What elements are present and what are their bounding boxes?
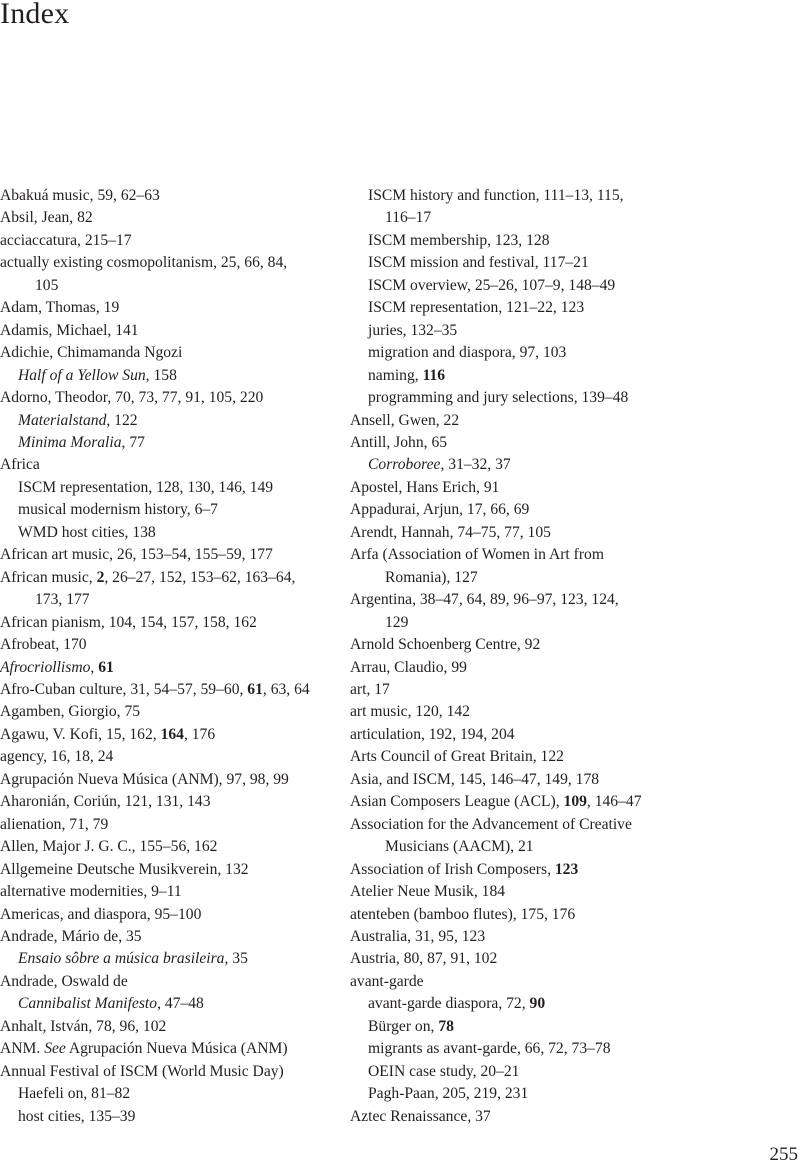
index-text: Antill, John, 65 (350, 433, 448, 451)
index-entry (0, 320, 380, 342)
index-title-italic: Minima Moralia (18, 433, 122, 451)
index-entry (0, 612, 380, 634)
index-entry (0, 230, 380, 252)
index-text: acciaccatura, 215–17 (0, 231, 132, 249)
index-entry (350, 679, 730, 701)
index-text: , 47–48 (157, 995, 204, 1013)
page-number: 255 (769, 1144, 798, 1165)
index-text: , (90, 658, 99, 676)
index-entry (0, 297, 380, 319)
index-text: host cities, 135–39 (18, 1107, 136, 1125)
index-entry (0, 477, 380, 499)
index-entry (350, 701, 730, 723)
index-text: , 26–27, 152, 153–62, 163–64, (104, 568, 296, 586)
index-text: Appadurai, Arjun, 17, 66, 69 (350, 501, 530, 519)
index-entry (0, 926, 380, 948)
index-text: Arnold Schoenberg Centre, 92 (350, 636, 541, 654)
index-entry (350, 724, 730, 746)
index-text: avant-garde diaspora, 72, (368, 995, 530, 1013)
index-entry (0, 701, 380, 723)
index-text: Australia, 31, 95, 123 (350, 927, 486, 945)
index-entry (0, 454, 380, 476)
index-entry (0, 769, 380, 791)
index-entry (350, 320, 730, 342)
index-title-italic: Half of a Yellow Sun (18, 366, 146, 384)
index-title-italic: Ensaio sôbre a música brasileira (18, 950, 225, 968)
index-entry (0, 387, 380, 409)
index-text: ISCM overview, 25–26, 107–9, 148–49 (368, 276, 616, 294)
index-entry (0, 836, 380, 858)
index-text: Arendt, Hannah, 74–75, 77, 105 (350, 523, 551, 541)
index-text: , 176 (183, 725, 216, 743)
index-entry (350, 836, 730, 858)
index-entry (350, 769, 730, 791)
index-text: Anhalt, István, 78, 96, 102 (0, 1017, 167, 1035)
index-text: 105 (35, 276, 59, 294)
index-text: agency, 16, 18, 24 (0, 748, 114, 766)
index-entry (350, 185, 730, 207)
index-text: juries, 132–35 (368, 321, 458, 339)
index-page-ref-bold: 116 (422, 366, 446, 384)
index-text: African pianism, 104, 154, 157, 158, 162 (0, 613, 257, 631)
index-text: Absil, Jean, 82 (0, 209, 93, 227)
index-text: ISCM mission and festival, 117–21 (368, 254, 589, 272)
index-entry (350, 477, 730, 499)
index-text: atenteben (bamboo flutes), 175, 176 (350, 905, 576, 923)
index-entry (0, 1038, 380, 1060)
index-text: programming and jury selections, 139–48 (368, 389, 629, 407)
index-entry (0, 342, 380, 364)
index-text: Andrade, Mário de, 35 (0, 927, 142, 945)
index-text: art, 17 (350, 680, 390, 698)
index-text: Adam, Thomas, 19 (0, 299, 120, 317)
index-entry (0, 185, 380, 207)
index-text: Adichie, Chimamanda Ngozi (0, 344, 183, 362)
index-entry (0, 993, 380, 1015)
index-page-ref-bold: 109 (563, 793, 587, 811)
index-entry (350, 1106, 730, 1128)
index-text: art music, 120, 142 (350, 703, 470, 721)
index-entry (350, 432, 730, 454)
index-text: Agawu, V. Kofi, 15, 162, (0, 725, 161, 743)
index-entry (350, 387, 730, 409)
index-text: Aztec Renaissance, 37 (350, 1107, 491, 1125)
index-entry (350, 365, 730, 387)
index-entry (0, 814, 380, 836)
index-entry (0, 1083, 380, 1105)
index-entry (350, 948, 730, 970)
index-entry (0, 859, 380, 881)
index-text: Haefeli on, 81–82 (18, 1085, 131, 1103)
index-page-ref-bold: 90 (529, 995, 546, 1013)
index-text: Aharonián, Coriún, 121, 131, 143 (0, 793, 211, 811)
index-text: Andrade, Oswald de (0, 972, 128, 990)
index-title-italic: Materialstand (18, 411, 107, 429)
index-text: Africa (0, 456, 40, 474)
index-entry (350, 993, 730, 1015)
index-text: , 122 (106, 411, 138, 429)
index-entry (0, 679, 380, 701)
index-text: , 35 (224, 950, 248, 968)
index-entry (350, 971, 730, 993)
index-text: , 158 (145, 366, 177, 384)
index-entry (0, 275, 380, 297)
index-text: Arts Council of Great Britain, 122 (350, 748, 564, 766)
index-entry (350, 657, 730, 679)
index-text: Adorno, Theodor, 70, 73, 77, 91, 105, 220 (0, 389, 264, 407)
index-page-ref-bold: 2 (96, 568, 105, 586)
index-text: Agrupación Nueva Música (ANM), 97, 98, 99 (0, 770, 289, 788)
index-text: Adamis, Michael, 141 (0, 321, 139, 339)
index-entry (350, 612, 730, 634)
index-entry (0, 724, 380, 746)
index-entry (350, 567, 730, 589)
index-entry (0, 410, 380, 432)
index-entry (350, 589, 730, 611)
index-entry (350, 544, 730, 566)
index-title-italic: Corroboree (368, 456, 441, 474)
index-text: Allgemeine Deutsche Musikverein, 132 (0, 860, 249, 878)
index-entry (0, 881, 380, 903)
index-entry (350, 634, 730, 656)
index-text: ANM. (0, 1040, 45, 1058)
index-page-ref-bold: 123 (554, 860, 579, 878)
index-entry (350, 881, 730, 903)
index-text: ISCM representation, 128, 130, 146, 149 (18, 478, 274, 496)
index-entry (350, 297, 730, 319)
index-text: musical modernism history, 6–7 (18, 501, 218, 519)
index-page-ref-bold: 61 (247, 680, 263, 698)
page-title: Index (0, 0, 70, 30)
index-entry (0, 252, 380, 274)
index-entry (0, 971, 380, 993)
index-entry (350, 207, 730, 229)
index-entry (350, 1016, 730, 1038)
index-text: Arrau, Claudio, 99 (350, 658, 467, 676)
index-text: OEIN case study, 20–21 (368, 1062, 520, 1080)
index-text: Asia, and ISCM, 145, 146–47, 149, 178 (350, 770, 600, 788)
index-text: Romania), 127 (385, 568, 478, 586)
index-entry (0, 1016, 380, 1038)
index-text: articulation, 192, 194, 204 (350, 725, 515, 743)
index-text: ISCM representation, 121–22, 123 (368, 299, 585, 317)
index-entry (350, 1061, 730, 1083)
index-title-italic: Afrocriollismo (0, 658, 91, 676)
index-text: ISCM history and function, 111–13, 115, (368, 187, 624, 204)
index-entry (350, 904, 730, 926)
index-text: actually existing cosmopolitanism, 25, 66, 84, (0, 254, 288, 272)
index-text: Ansell, Gwen, 22 (350, 411, 460, 429)
index-entry (0, 791, 380, 813)
index-entry (350, 814, 730, 836)
index-page-ref-bold: 78 (438, 1017, 454, 1035)
index-column-left (0, 185, 380, 1128)
index-entry (0, 904, 380, 926)
index-entry (0, 948, 380, 970)
index-entry (0, 746, 380, 768)
index-text: Annual Festival of ISCM (World Music Day) (0, 1062, 284, 1080)
index-text: , 31–32, 37 (440, 456, 511, 474)
index-page-ref-bold: 164 (160, 725, 184, 743)
index-entry (350, 454, 730, 476)
index-text: Afrobeat, 170 (0, 636, 87, 654)
index-entry (0, 634, 380, 656)
index-entry (350, 230, 730, 252)
index-entry (0, 1061, 380, 1083)
index-text: ISCM membership, 123, 128 (368, 231, 550, 249)
index-entry (0, 544, 380, 566)
index-entry (350, 791, 730, 813)
index-text: Arfa (Association of Women in Art from (350, 546, 604, 564)
index-text: Bürger on, (368, 1017, 439, 1035)
index-text: Association of Irish Composers, (350, 860, 555, 878)
index-text: Asian Composers League (ACL), (350, 793, 564, 811)
index-entry (0, 522, 380, 544)
index-title-italic: Cannibalist Manifesto (18, 995, 158, 1013)
index-text: migration and diaspora, 97, 103 (368, 344, 567, 362)
index-entry (0, 499, 380, 521)
index-text: migrants as avant-garde, 66, 72, 73–78 (368, 1040, 611, 1058)
index-text: Americas, and diaspora, 95–100 (0, 905, 202, 923)
index-entry (350, 1038, 730, 1060)
index-entry (0, 207, 380, 229)
index-text: Atelier Neue Musik, 184 (350, 883, 506, 901)
index-text: 173, 177 (35, 591, 90, 609)
index-text: Afro-Cuban culture, 31, 54–57, 59–60, (0, 680, 248, 698)
index-entry (350, 342, 730, 364)
index-text: Apostel, Hans Erich, 91 (350, 478, 500, 496)
index-text: Austria, 80, 87, 91, 102 (350, 950, 498, 968)
index-entry (0, 432, 380, 454)
index-text: WMD host cities, 138 (18, 523, 156, 541)
index-text: African music, (0, 568, 97, 586)
index-text: Pagh-Paan, 205, 219, 231 (368, 1085, 529, 1103)
index-entry (0, 365, 380, 387)
index-text: , 63, 64 (262, 680, 310, 698)
index-page-ref-bold: 61 (98, 658, 114, 676)
index-entry (350, 746, 730, 768)
index-entry (350, 1083, 730, 1105)
index-entry (350, 410, 730, 432)
index-text: 129 (385, 613, 409, 631)
index-entry (350, 522, 730, 544)
index-text: Musicians (AACM), 21 (385, 838, 534, 856)
index-text: Association for the Advancement of Creative (350, 815, 632, 833)
index-entry (350, 499, 730, 521)
index-text: , 146–47 (586, 793, 642, 811)
index-text: African art music, 26, 153–54, 155–59, 177 (0, 546, 273, 564)
index-text: alternative modernities, 9–11 (0, 883, 182, 901)
index-text: 116–17 (385, 209, 432, 227)
index-entry (350, 275, 730, 297)
index-entry (350, 859, 730, 881)
index-entry (0, 589, 380, 611)
index-text: Agrupación Nueva Música (ANM) (65, 1040, 288, 1058)
index-entry (350, 926, 730, 948)
index-entry (0, 657, 380, 679)
index-entry (0, 1106, 380, 1128)
index-entry (350, 252, 730, 274)
index-entry (0, 567, 380, 589)
index-text: naming, (368, 366, 423, 384)
index-text: alienation, 71, 79 (0, 815, 109, 833)
index-text: Abakuá music, 59, 62–63 (0, 187, 160, 204)
index-text: Argentina, 38–47, 64, 89, 96–97, 123, 124, (350, 591, 619, 609)
index-text: Agamben, Giorgio, 75 (0, 703, 141, 721)
index-text: avant-garde (350, 972, 424, 990)
index-column-right (350, 185, 730, 1128)
index-text: Allen, Major J. G. C., 155–56, 162 (0, 838, 218, 856)
index-text: , 77 (121, 433, 145, 451)
index-title-italic: See (44, 1040, 66, 1058)
